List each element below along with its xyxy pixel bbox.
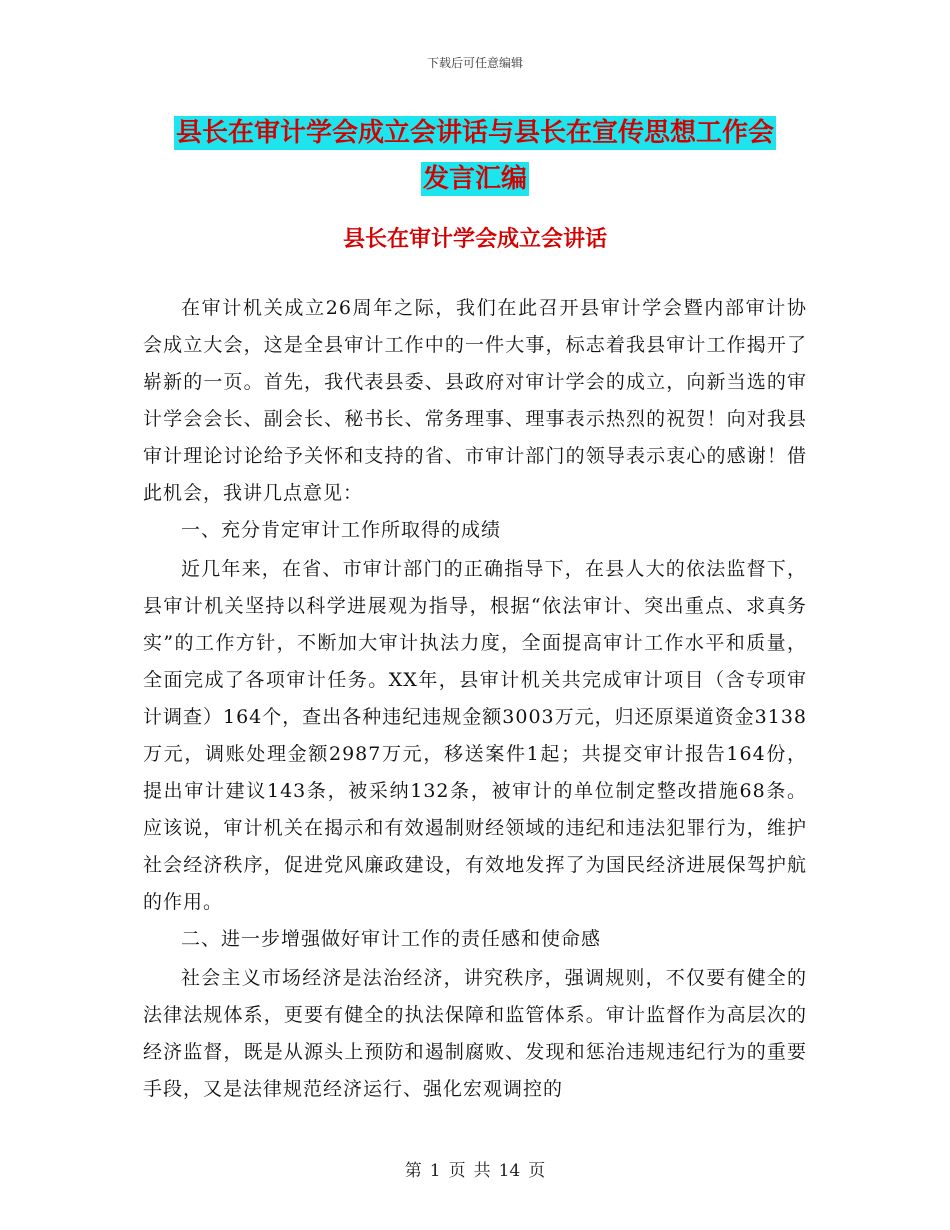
heading-1: 一、充分肯定审计工作所取得的成绩 <box>181 519 502 541</box>
paragraph-intro: 在审计机关成立26周年之际，我们在此召开县审计学会暨内部审计协会成立大会，这是全县审计工作中的一件大事，标志着我县审计工作揭开了崭新的一页。首先，我代表县委、县政府对审计学会的成立，向新当选的审计学会会长、副会长、秘书长、常务理事、理事表示热烈的祝贺！向对我县审计理论讨论给予关怀和支持的省、市审计部门的领导表示衷心的感谢！借此机会，我讲几点意见： <box>143 297 807 504</box>
footer-mid: 页 <box>448 1161 466 1181</box>
header-note: 下载后可任意编辑 <box>426 56 523 70</box>
page-footer <box>0 1156 950 1181</box>
total-pages: 14 <box>498 1161 521 1181</box>
page-number: 1 <box>429 1161 441 1181</box>
title-line-2: 发言汇编 <box>422 164 527 194</box>
footer-prefix: 第 <box>404 1161 422 1181</box>
paragraph-achievements: 近几年来，在省、市审计部门的正确指导下，在县人大的依法监督下，县审计机关坚持以科学进展观为指导，根据“依法审计、突出重点、求真务实”的工作方针，不断加大审计执法力度，全面提高审计工作水平和质量，全面完成了各项审计任务。XX年，县审计机关共完成审计项目（含专项审计调查）164个，查出各种违纪违规金额3003万元，归还原渠道资金3138万元，调账处理金额2987万元，移送案件1起；共提交审计报告164份，提出审计建议143条，被采纳132条，被审计的单位制定整改措施68条。应该说，审计机关在揭示和有效遏制财经领域的违纪和违法犯罪行为，维护社会经济秩序，促进党风廉政建设，有效地发挥了为国民经济进展保驾护航的作用。 <box>143 558 807 913</box>
footer-total-label: 共 <box>473 1161 491 1181</box>
heading-2: 二、进一步增强做好审计工作的责任感和使命感 <box>181 928 602 950</box>
section-title: 县长在审计学会成立会讲话 <box>342 227 607 252</box>
document-body <box>143 290 807 1108</box>
footer-suffix: 页 <box>528 1161 546 1181</box>
paragraph-responsibility: 社会主义市场经济是法治经济，讲究秩序，强调规则，不仅要有健全的法律法规体系，更要有健全的执法保障和监管体系。审计监督作为高层次的经济监督，既是从源头上预防和遏制腐败、发现和惩治违规违纪行为的重要手段，又是法律规范经济运行、强化宏观调控的 <box>143 967 807 1100</box>
document-title <box>140 110 810 202</box>
title-line-1: 县长在审计学会成立会讲话与县长在宣传思想工作会 <box>175 118 774 148</box>
